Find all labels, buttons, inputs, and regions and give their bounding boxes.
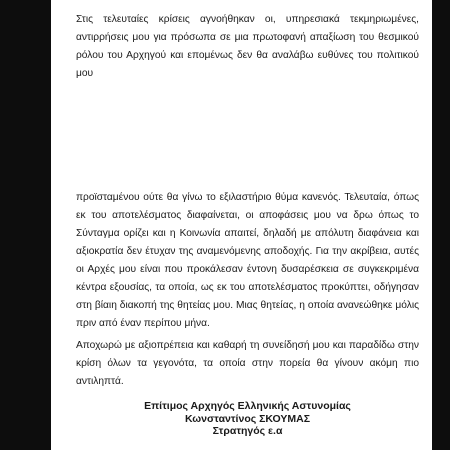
top-paragraph: Στις τελευταίες κρίσεις αγνοήθηκαν οι, υπηρεσιακά τεκμηριωμένες, αντιρρήσεις μου για πρόσωπα σε μια πρωτοφανή απαξίωση του θεσμικού ρόλου του Αρχηγού και επομένως δεν θα αναλάβω ευθύνες του πολιτικού μου xyxy=(76,14,419,79)
closing-paragraph: Αποχωρώ με αξιοπρέπεια και καθαρή τη συνείδησή μου και παραδίδω στην κρίση όλων τα γεγονότα, τα οποία στην πορεία θα γίνουν ακόμη πιο αντιληπτά. xyxy=(76,340,419,387)
signature-name: Κωνσταντίνος ΣΚΟΥΜΑΣ xyxy=(184,412,311,425)
right-black-border xyxy=(432,0,450,450)
signature-rank: Στρατηγός ε.α xyxy=(212,425,283,437)
document-page xyxy=(51,0,432,450)
main-paragraph: προϊσταμένου ούτε θα γίνω το εξιλαστήριο θύμα κανενός. Τελευταία, όπως εκ του αποτελέσματος διαφαίνεται, οι αποφάσεις μου να δρω όπως το Σύνταγμα ορίζει και η Κοινωνία απαιτεί, δηλαδή με απόλυτη διαφάνεια και αξιοκρατία δεν έτυχαν της αναμενόμενης αποδοχής. Για την ακρίβεια, αυτές οι Αρχές μου είναι που προκάλεσαν έντονη δυσαρέσκεια σε συγκεκριμένα κέντρα εξουσίας, τα οποία, ως εκ του αποτελέσματος προκύπτει, οδήγησαν στη βίαιη διακοπή της θητείας μου. Μιας θητείας, η οποία ανανεώθηκε μόλις πριν από έναν περίπου μήνα. xyxy=(76,192,419,329)
main-text-block xyxy=(76,189,419,391)
left-black-border xyxy=(0,0,51,450)
signature-title: Επίτιμος Αρχηγός Ελληνικής Αστυνομίας xyxy=(144,400,351,412)
top-text-block xyxy=(76,11,419,83)
signature-block xyxy=(76,400,419,438)
